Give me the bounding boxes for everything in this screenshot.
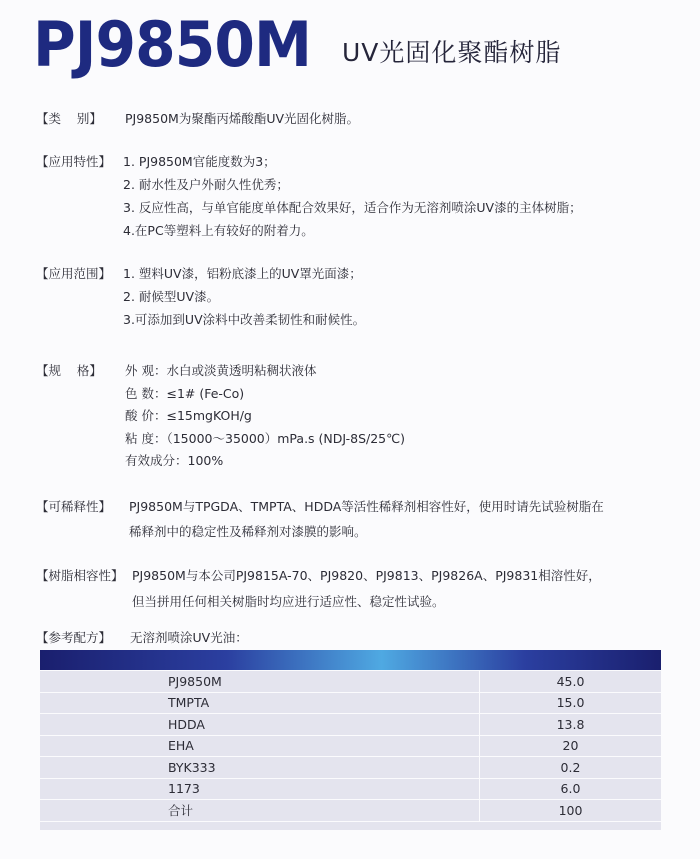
spec-color: 色 数：≤1# (Fe-Co)	[125, 385, 245, 401]
table-row	[40, 757, 661, 779]
table-header-bar	[40, 650, 661, 671]
section-label: 【树脂相容性】	[36, 568, 124, 583]
ingredient-amount: 6.0	[480, 778, 662, 800]
section-label: 【类 别】	[36, 111, 102, 126]
table-row-total	[40, 800, 661, 822]
spec-viscosity: 粘 度：（15000～35000）mPa.s (NDJ-8S/25℃)	[125, 430, 406, 446]
section-line: PJ9850M与TPGDA、TMPTA、HDDA等活性稀释剂相容性好，使用时请先试验树脂在	[129, 499, 604, 514]
section-line: 3.可添加到UV涂料中改善柔韧性和耐候性。	[123, 312, 366, 327]
section-line: 1. 塑料UV漆，铝粉底漆上的UV罩光面漆；	[123, 266, 362, 281]
spec-appearance: 外 观：水白或淡黄透明粘稠状液体	[125, 363, 317, 378]
ingredient-name: PJ9850M	[40, 671, 480, 693]
spec-acid-value: 酸 价：≤15mgKOH/g	[125, 408, 252, 423]
section-line: 3. 反应性高，与单官能度单体配合效果好，适合作为无溶剂喷涂UV漆的主体树脂；	[123, 200, 582, 215]
ingredient-name: 1173	[40, 778, 480, 800]
ingredient-name: HDDA	[40, 714, 480, 736]
table-footer	[40, 821, 661, 830]
section-line: 4.在PC等塑料上有较好的附着力。	[123, 223, 314, 238]
ingredient-amount: 20	[480, 735, 662, 757]
ingredient-name: BYK333	[40, 757, 480, 779]
section-line: PJ9850M为聚酯丙烯酸酯UV光固化树脂。	[125, 111, 360, 126]
ingredient-name: EHA	[40, 735, 480, 757]
section-label: 【应用范围】	[36, 266, 112, 281]
table-row	[40, 714, 661, 736]
ingredient-name: TMPTA	[40, 692, 480, 714]
total-amount: 100	[480, 800, 662, 822]
ingredient-amount: 45.0	[480, 671, 662, 693]
section-label: 【应用特性】	[36, 154, 112, 169]
section-line: 1. PJ9850M官能度数为3；	[123, 154, 276, 169]
header	[0, 0, 700, 100]
section-label: 【规 格】	[36, 363, 102, 378]
table-row	[40, 778, 661, 800]
product-code-title: PJ9850M	[33, 8, 312, 81]
table-row	[40, 692, 661, 714]
section-line: 2. 耐候型UV漆。	[123, 289, 220, 304]
section-line: PJ9850M与本公司PJ9815A-70、PJ9820、PJ9813、PJ9826A、PJ9831相溶性好，	[132, 568, 601, 583]
spec-solids: 有效成分：100%	[125, 453, 224, 468]
section-line: 但当拼用任何相关树脂时均应进行适应性、稳定性试验。	[132, 594, 445, 609]
table-row	[40, 671, 661, 693]
section-line: 2. 耐水性及户外耐久性优秀；	[123, 177, 289, 192]
ingredient-amount: 0.2	[480, 757, 662, 779]
section-label: 【参考配方】	[36, 630, 112, 645]
formula-title: 无溶剂喷涂UV光油：	[130, 630, 248, 645]
total-label: 合计	[40, 800, 480, 822]
section-label: 【可稀释性】	[36, 499, 112, 514]
formula-table	[40, 650, 661, 830]
table-row	[40, 735, 661, 757]
ingredient-amount: 13.8	[480, 714, 662, 736]
ingredient-amount: 15.0	[480, 692, 662, 714]
product-subtitle: UV光固化聚酯树脂	[342, 38, 562, 67]
section-line: 稀释剂中的稳定性及稀释剂对漆膜的影响。	[129, 524, 367, 539]
